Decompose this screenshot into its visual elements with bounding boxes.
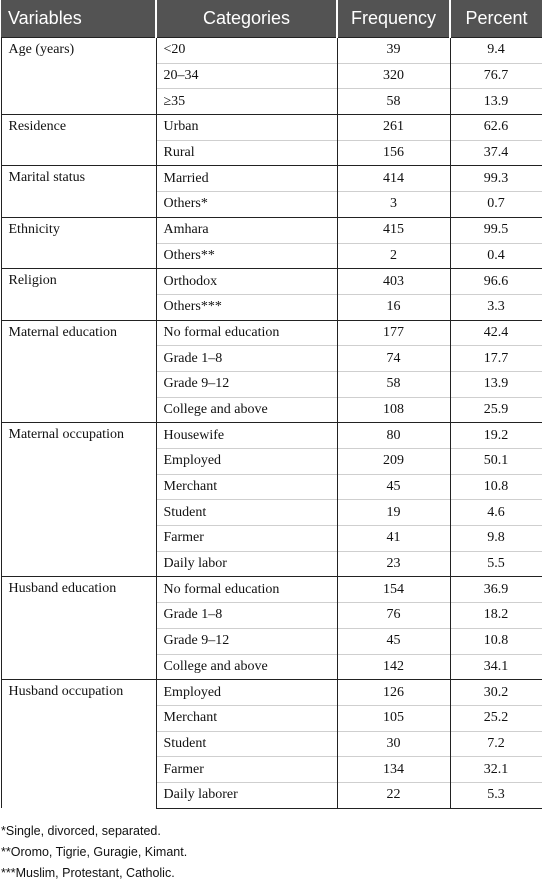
header-row xyxy=(1,0,542,38)
footnotes xyxy=(0,821,542,884)
table-row xyxy=(1,166,542,192)
category-cell: Urban xyxy=(156,115,337,141)
footnote: *Single, divorced, separated. xyxy=(1,821,542,842)
table-row xyxy=(1,320,542,346)
frequency-cell: 415 xyxy=(337,217,450,243)
percent-cell: 3.3 xyxy=(450,294,542,320)
category-cell: Daily labor xyxy=(156,551,337,577)
frequency-cell: 19 xyxy=(337,500,450,526)
category-cell: College and above xyxy=(156,397,337,423)
frequency-cell: 30 xyxy=(337,731,450,757)
percent-cell: 10.8 xyxy=(450,474,542,500)
frequency-cell: 22 xyxy=(337,782,450,808)
variable-cell: Husband occupation xyxy=(1,680,156,808)
percent-cell: 19.2 xyxy=(450,423,542,449)
percent-cell: 30.2 xyxy=(450,680,542,706)
frequency-cell: 403 xyxy=(337,269,450,295)
variable-cell: Maternal occupation xyxy=(1,423,156,577)
variable-cell: Religion xyxy=(1,269,156,320)
frequency-cell: 2 xyxy=(337,243,450,269)
header-variables: Variables xyxy=(1,0,156,38)
category-cell: Orthodox xyxy=(156,269,337,295)
percent-cell: 0.7 xyxy=(450,192,542,218)
category-cell: Others*** xyxy=(156,294,337,320)
table-body xyxy=(1,38,542,809)
percent-cell: 76.7 xyxy=(450,63,542,89)
percent-cell: 32.1 xyxy=(450,757,542,783)
percent-cell: 18.2 xyxy=(450,603,542,629)
header-percent: Percent xyxy=(450,0,542,38)
category-cell: Married xyxy=(156,166,337,192)
category-cell: Employed xyxy=(156,449,337,475)
category-cell: Rural xyxy=(156,140,337,166)
percent-cell: 13.9 xyxy=(450,89,542,115)
header-categories: Categories xyxy=(156,0,337,38)
footnote: ***Muslim, Protestant, Catholic. xyxy=(1,863,542,884)
frequency-cell: 320 xyxy=(337,63,450,89)
category-cell: <20 xyxy=(156,38,337,64)
category-cell: Grade 9–12 xyxy=(156,628,337,654)
percent-cell: 5.5 xyxy=(450,551,542,577)
frequency-cell: 80 xyxy=(337,423,450,449)
frequency-cell: 76 xyxy=(337,603,450,629)
frequency-cell: 45 xyxy=(337,474,450,500)
frequency-cell: 16 xyxy=(337,294,450,320)
table-row xyxy=(1,423,542,449)
percent-cell: 96.6 xyxy=(450,269,542,295)
percent-cell: 99.3 xyxy=(450,166,542,192)
table-row xyxy=(1,115,542,141)
category-cell: Grade 9–12 xyxy=(156,371,337,397)
frequency-cell: 177 xyxy=(337,320,450,346)
table-row xyxy=(1,680,542,706)
frequency-cell: 414 xyxy=(337,166,450,192)
category-cell: Farmer xyxy=(156,526,337,552)
percent-cell: 99.5 xyxy=(450,217,542,243)
category-cell: Grade 1–8 xyxy=(156,603,337,629)
frequency-cell: 156 xyxy=(337,140,450,166)
category-cell: No formal education xyxy=(156,320,337,346)
frequency-cell: 105 xyxy=(337,705,450,731)
variable-cell: Husband education xyxy=(1,577,156,680)
category-cell: College and above xyxy=(156,654,337,680)
percent-cell: 4.6 xyxy=(450,500,542,526)
table-row xyxy=(1,217,542,243)
frequency-cell: 74 xyxy=(337,346,450,372)
percent-cell: 9.4 xyxy=(450,38,542,64)
category-cell: Grade 1–8 xyxy=(156,346,337,372)
frequency-cell: 45 xyxy=(337,628,450,654)
frequency-cell: 39 xyxy=(337,38,450,64)
category-cell: Student xyxy=(156,500,337,526)
frequency-cell: 154 xyxy=(337,577,450,603)
frequency-cell: 126 xyxy=(337,680,450,706)
percent-cell: 37.4 xyxy=(450,140,542,166)
percent-cell: 10.8 xyxy=(450,628,542,654)
percent-cell: 42.4 xyxy=(450,320,542,346)
frequency-cell: 41 xyxy=(337,526,450,552)
category-cell: Student xyxy=(156,731,337,757)
percent-cell: 13.9 xyxy=(450,371,542,397)
category-cell: Farmer xyxy=(156,757,337,783)
category-cell: Merchant xyxy=(156,474,337,500)
category-cell: No formal education xyxy=(156,577,337,603)
table-row xyxy=(1,269,542,295)
frequency-cell: 108 xyxy=(337,397,450,423)
frequency-cell: 58 xyxy=(337,371,450,397)
frequency-cell: 58 xyxy=(337,89,450,115)
variable-cell: Age (years) xyxy=(1,38,156,115)
category-cell: ≥35 xyxy=(156,89,337,115)
category-cell: Housewife xyxy=(156,423,337,449)
percent-cell: 5.3 xyxy=(450,782,542,808)
percent-cell: 0.4 xyxy=(450,243,542,269)
frequency-cell: 3 xyxy=(337,192,450,218)
table-header xyxy=(1,0,542,38)
percent-cell: 36.9 xyxy=(450,577,542,603)
variable-cell: Residence xyxy=(1,115,156,166)
category-cell: Others** xyxy=(156,243,337,269)
frequency-cell: 23 xyxy=(337,551,450,577)
variable-cell: Marital status xyxy=(1,166,156,217)
percent-cell: 50.1 xyxy=(450,449,542,475)
frequency-cell: 134 xyxy=(337,757,450,783)
category-cell: Amhara xyxy=(156,217,337,243)
table-row xyxy=(1,577,542,603)
percent-cell: 7.2 xyxy=(450,731,542,757)
percent-cell: 17.7 xyxy=(450,346,542,372)
category-cell: 20–34 xyxy=(156,63,337,89)
frequency-cell: 261 xyxy=(337,115,450,141)
percent-cell: 9.8 xyxy=(450,526,542,552)
header-frequency: Frequency xyxy=(337,0,450,38)
frequency-cell: 209 xyxy=(337,449,450,475)
category-cell: Employed xyxy=(156,680,337,706)
frequency-cell: 142 xyxy=(337,654,450,680)
footnote: **Oromo, Tigrie, Guragie, Kimant. xyxy=(1,842,542,863)
sociodemographic-table xyxy=(1,0,542,809)
percent-cell: 62.6 xyxy=(450,115,542,141)
category-cell: Others* xyxy=(156,192,337,218)
variable-cell: Ethnicity xyxy=(1,217,156,268)
category-cell: Merchant xyxy=(156,705,337,731)
table-row xyxy=(1,38,542,64)
category-cell: Daily laborer xyxy=(156,782,337,808)
percent-cell: 25.2 xyxy=(450,705,542,731)
percent-cell: 34.1 xyxy=(450,654,542,680)
percent-cell: 25.9 xyxy=(450,397,542,423)
variable-cell: Maternal education xyxy=(1,320,156,423)
